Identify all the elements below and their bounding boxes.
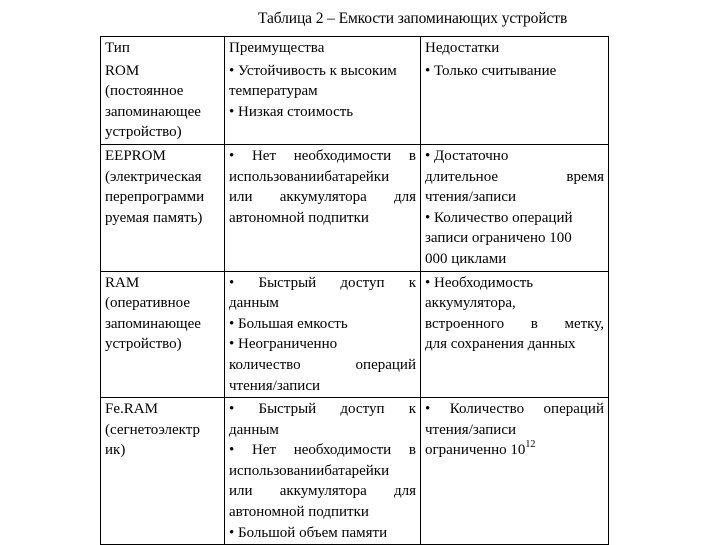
advantage-line: • Низкая стоимость [229, 103, 354, 120]
type-line: перепрограмми [105, 189, 205, 206]
type-cell [101, 271, 225, 398]
type-line: руемая память) [105, 209, 203, 226]
type-cell [101, 60, 225, 145]
advantage-line: количество операций [229, 356, 416, 373]
advantage-line: • Устойчивость к высоким [229, 62, 397, 79]
type-cell [101, 144, 225, 271]
type-line: (постоянное [105, 83, 184, 100]
header-advantages: Преимущества [225, 37, 421, 60]
disadvantages-cell [421, 271, 609, 398]
advantage-line: данным [229, 295, 279, 312]
disadvantages-cell [421, 144, 609, 271]
type-line: устройство) [105, 124, 182, 141]
table-header-row [101, 37, 609, 60]
advantages-cell [225, 271, 421, 398]
advantage-line: • Большая емкость [229, 315, 348, 332]
advantage-line: использованиибатарейки [229, 462, 390, 479]
type-line: Fe.RAM [105, 401, 158, 418]
table-row-eeprom [101, 144, 609, 271]
advantages-cell [225, 144, 421, 271]
type-line: (сегнетоэлектр [105, 421, 201, 438]
disadvantage-line: для сохранения данных [425, 336, 576, 353]
advantage-line: температурам [229, 83, 318, 100]
header-type: Тип [101, 37, 225, 60]
disadvantage-line: чтения/записи [425, 189, 517, 206]
advantage-line: или аккумулятора для [229, 483, 416, 500]
disadvantage-line: ограниченно 10 [425, 442, 526, 459]
disadvantage-line: встроенного в метку, [425, 315, 604, 332]
type-line: EEPROM [105, 147, 166, 164]
disadvantages-cell [421, 398, 609, 545]
disadvantage-line: длительное время [425, 168, 604, 185]
disadvantage-line: • Необходимость [425, 274, 534, 291]
advantage-line: использованиибатарейки [229, 168, 390, 185]
memory-devices-table [100, 36, 609, 545]
type-line: устройство) [105, 336, 182, 353]
disadvantage-line: чтения/записи [425, 421, 517, 438]
advantage-line: • Быстрый доступ к [229, 274, 416, 291]
disadvantages-cell [421, 60, 609, 145]
advantage-line: • Быстрый доступ к [229, 401, 416, 418]
disadvantage-line-with-exponent [425, 440, 604, 461]
disadvantage-line: • Количество операций [425, 401, 604, 418]
type-line: ROM [105, 62, 140, 79]
disadvantage-line: • Достаточно [425, 147, 509, 164]
advantage-line: автономной подпитки [229, 209, 369, 226]
advantages-cell [225, 60, 421, 145]
advantage-line: или аккумулятора для [229, 189, 416, 206]
table-caption: Таблица 2 – Емкости запоминающих устройств [258, 10, 568, 27]
advantages-cell [225, 398, 421, 545]
table-row-feram [101, 398, 609, 545]
disadvantage-line: записи ограничено 100 [425, 230, 572, 247]
type-line: (электрическая [105, 168, 202, 185]
type-line: запоминающее [105, 315, 201, 332]
type-line: запоминающее [105, 103, 201, 120]
table-row-ram [101, 271, 609, 398]
advantage-line: • Большой объем памяти [229, 524, 388, 541]
advantage-line: • Нет необходимости в [229, 442, 416, 459]
exponent: 12 [525, 439, 536, 451]
header-disadvantages: Недостатки [421, 37, 609, 60]
type-line: RAM [105, 274, 140, 291]
advantage-line: данным [229, 421, 279, 438]
type-cell [101, 398, 225, 545]
disadvantage-line: аккумулятора, [425, 295, 516, 312]
type-line: (оперативное [105, 295, 190, 312]
disadvantage-line: • Только считывание [425, 62, 557, 79]
advantage-line: автономной подпитки [229, 504, 369, 521]
table-row-rom [101, 60, 609, 145]
advantage-line: • Нет необходимости в [229, 147, 416, 164]
disadvantage-line: • Количество операций [425, 209, 573, 226]
type-line: ик) [105, 442, 126, 459]
advantage-line: • Неограниченно [229, 336, 338, 353]
advantage-line: чтения/записи [229, 377, 321, 394]
disadvantage-line: 000 циклами [425, 250, 507, 267]
